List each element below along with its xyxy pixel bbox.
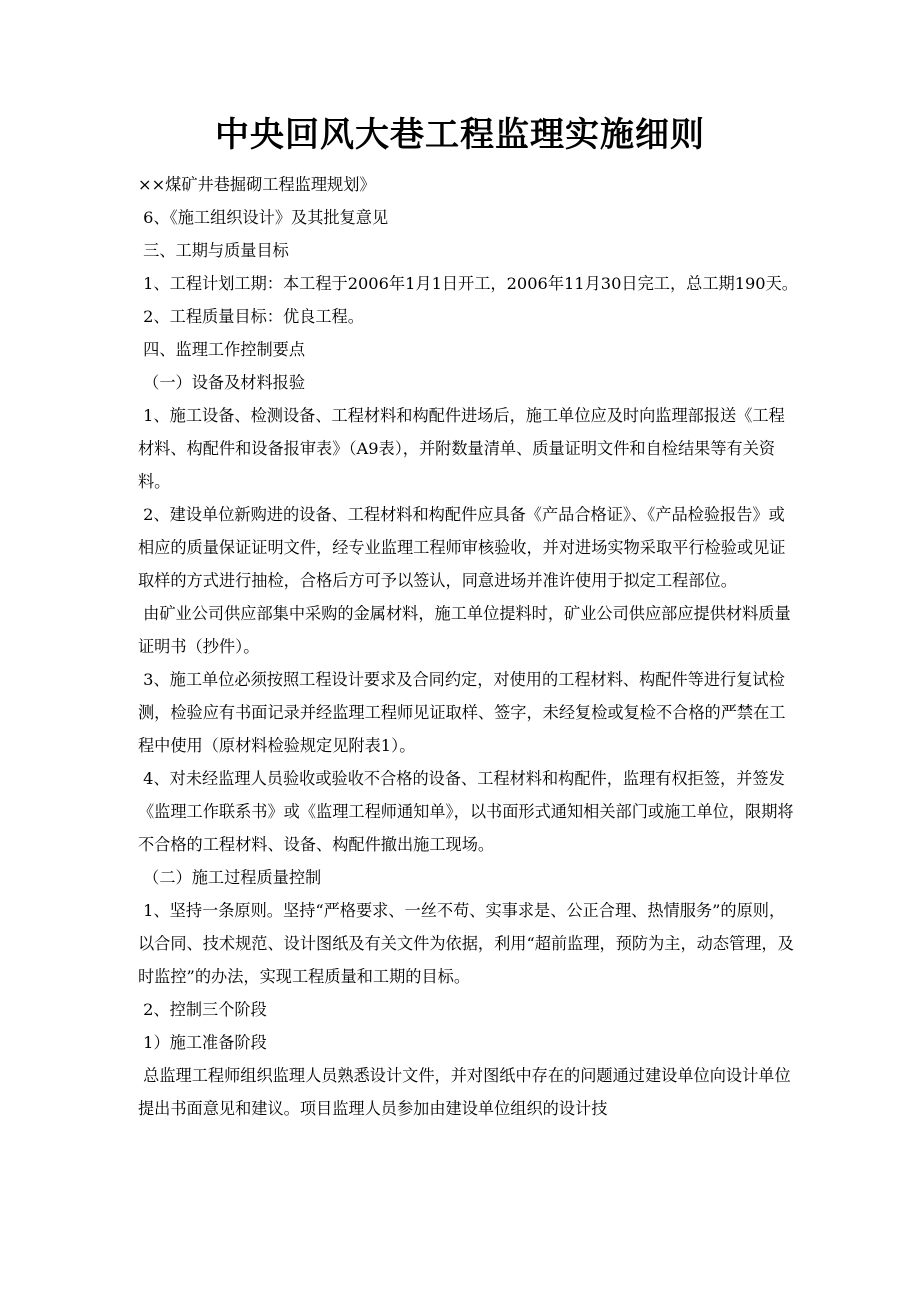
- paragraph: （一）设备及材料报验: [138, 373, 306, 392]
- paragraph: 3、施工单位必须按照工程设计要求及合同约定，对使用的工程材料、构配件等进行复试检测，检验应有书面记录并经监理工程师见证取样、签字，未经复检或复检不合格的严禁在工程中使用（原材料检验规定见附表1）。: [138, 670, 786, 755]
- paragraph: 由矿业公司供应部集中采购的金属材料，施工单位提料时，矿业公司供应部应提供材料质量证明书（抄件）。: [138, 604, 791, 656]
- paragraph: 1、施工设备、检测设备、工程材料和构配件进场后，施工单位应及时向监理部报送《工程材料、构配件和设备报审表》（A9表），并附数量清单、质量证明文件和自检结果等有关资料。: [138, 406, 785, 491]
- paragraph: 总监理工程师组织监理人员熟悉设计文件，并对图纸中存在的问题通过建设单位向设计单位提出书面意见和建议。项目监理人员参加由建设单位组织的设计技: [138, 1066, 791, 1118]
- paragraph: 1、坚持一条原则。坚持“严格要求、一丝不苟、实事求是、公正合理、热情服务”的原则，以合同、技术规范、设计图纸及有关文件为依据，利用“超前监理，预防为主，动态管理，及时监控”的办法，实现工程质量和工期的目标。: [138, 901, 794, 986]
- paragraph: 6、《施工组织设计》及其批复意见: [138, 208, 389, 227]
- paragraph: 2、工程质量目标：优良工程。: [138, 307, 364, 326]
- document-body: [138, 168, 798, 1125]
- paragraph: ××煤矿井巷掘砌工程监理规划》: [138, 175, 376, 194]
- paragraph: 1、工程计划工期：本工程于2006年1月1日开工，2006年11月30日完工，总工期190天。: [138, 274, 798, 293]
- paragraph: 2、建设单位新购进的设备、工程材料和构配件应具备《产品合格证》、《产品检验报告》或相应的质量保证证明文件，经专业监理工程师审核验收，并对进场实物采取平行检验或见证取样的方式进行抽检，合格后方可予以签认，同意进场并准许使用于拟定工程部位。: [138, 505, 786, 590]
- paragraph: （二）施工过程质量控制: [138, 868, 322, 887]
- paragraph: 三、工期与质量目标: [138, 241, 289, 260]
- paragraph: 1）施工准备阶段: [138, 1033, 267, 1052]
- paragraph: 四、监理工作控制要点: [138, 340, 306, 359]
- paragraph: 4、对未经监理人员验收或验收不合格的设备、工程材料和构配件，监理有权拒签，并签发《监理工作联系书》或《监理工程师通知单》，以书面形式通知相关部门或施工单位，限期将不合格的工程材料、设备、构配件撤出施工现场。: [138, 769, 794, 854]
- paragraph: 2、控制三个阶段: [138, 1000, 267, 1019]
- document-title: 中央回风大巷工程监理实施细则: [215, 115, 705, 155]
